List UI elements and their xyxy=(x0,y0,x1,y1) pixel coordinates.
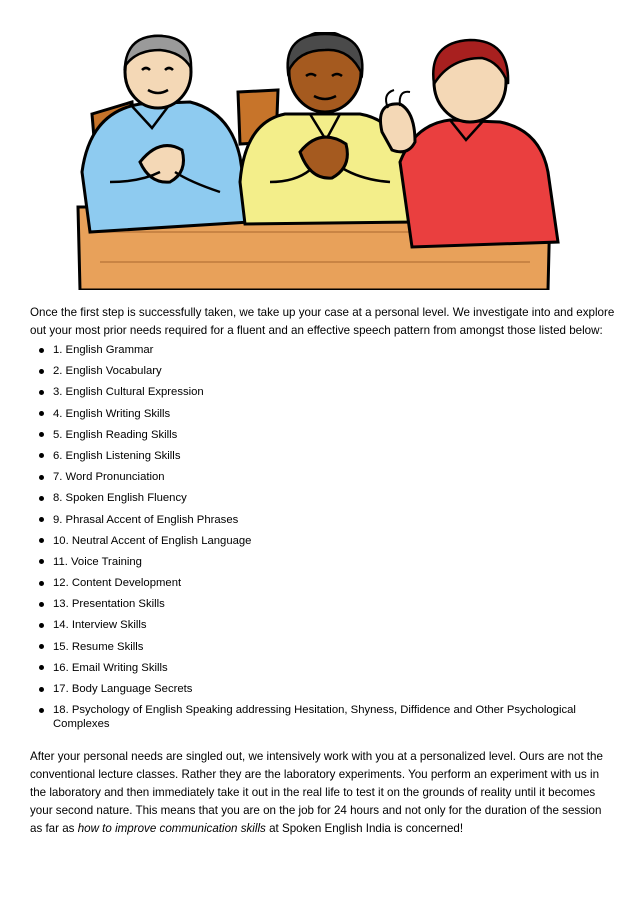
list-item: 1. English Grammar xyxy=(36,343,596,357)
list-item: 12. Content Development xyxy=(36,576,596,590)
list-item: 8. Spoken English Fluency xyxy=(36,491,596,505)
list-item: 11. Voice Training xyxy=(36,555,596,569)
needs-list xyxy=(36,343,596,738)
list-item: 13. Presentation Skills xyxy=(36,597,596,611)
outro-text-end: at Spoken English India is concerned! xyxy=(265,822,464,835)
list-item: 10. Neutral Accent of English Language xyxy=(36,534,596,548)
three-people-meeting-icon xyxy=(70,32,570,290)
list-item: 16. Email Writing Skills xyxy=(36,661,596,675)
list-item: 14. Interview Skills xyxy=(36,618,596,632)
list-item: 9. Phrasal Accent of English Phrases xyxy=(36,513,596,527)
list-item: 7. Word Pronunciation xyxy=(36,470,596,484)
outro-paragraph xyxy=(30,748,612,838)
list-item: 3. English Cultural Expression xyxy=(36,385,596,399)
list-item: 6. English Listening Skills xyxy=(36,449,596,463)
outro-text: After your personal needs are singled out, we intensively work with you at a personalized level. Ours are not the conventional lecture classes. Rather they are the laboratory experiments. You perform an experiment with us in the laboratory and then immediately take it out in the real life to test it on the grounds of reality until it becomes your second nature. This means that you are on the job for 24 hours and not only for the duration of the session as far as xyxy=(30,750,603,835)
list-item: 2. English Vocabulary xyxy=(36,364,596,378)
intro-paragraph: Once the first step is successfully taken, we take up your case at a personal level. We investigate into and explore out your most prior needs required for a fluent and an effective speech pattern from amongst those listed below: xyxy=(30,306,615,337)
list-item: 4. English Writing Skills xyxy=(36,407,596,421)
list-item: 17. Body Language Secrets xyxy=(36,682,596,696)
topic-link-text: how to improve communication skills xyxy=(77,822,266,835)
list-item: 18. Psychology of English Speaking addressing Hesitation, Shyness, Diffidence and Other Psychological Complexes xyxy=(36,703,596,731)
list-item: 15. Resume Skills xyxy=(36,640,596,654)
list-item: 5. English Reading Skills xyxy=(36,428,596,442)
